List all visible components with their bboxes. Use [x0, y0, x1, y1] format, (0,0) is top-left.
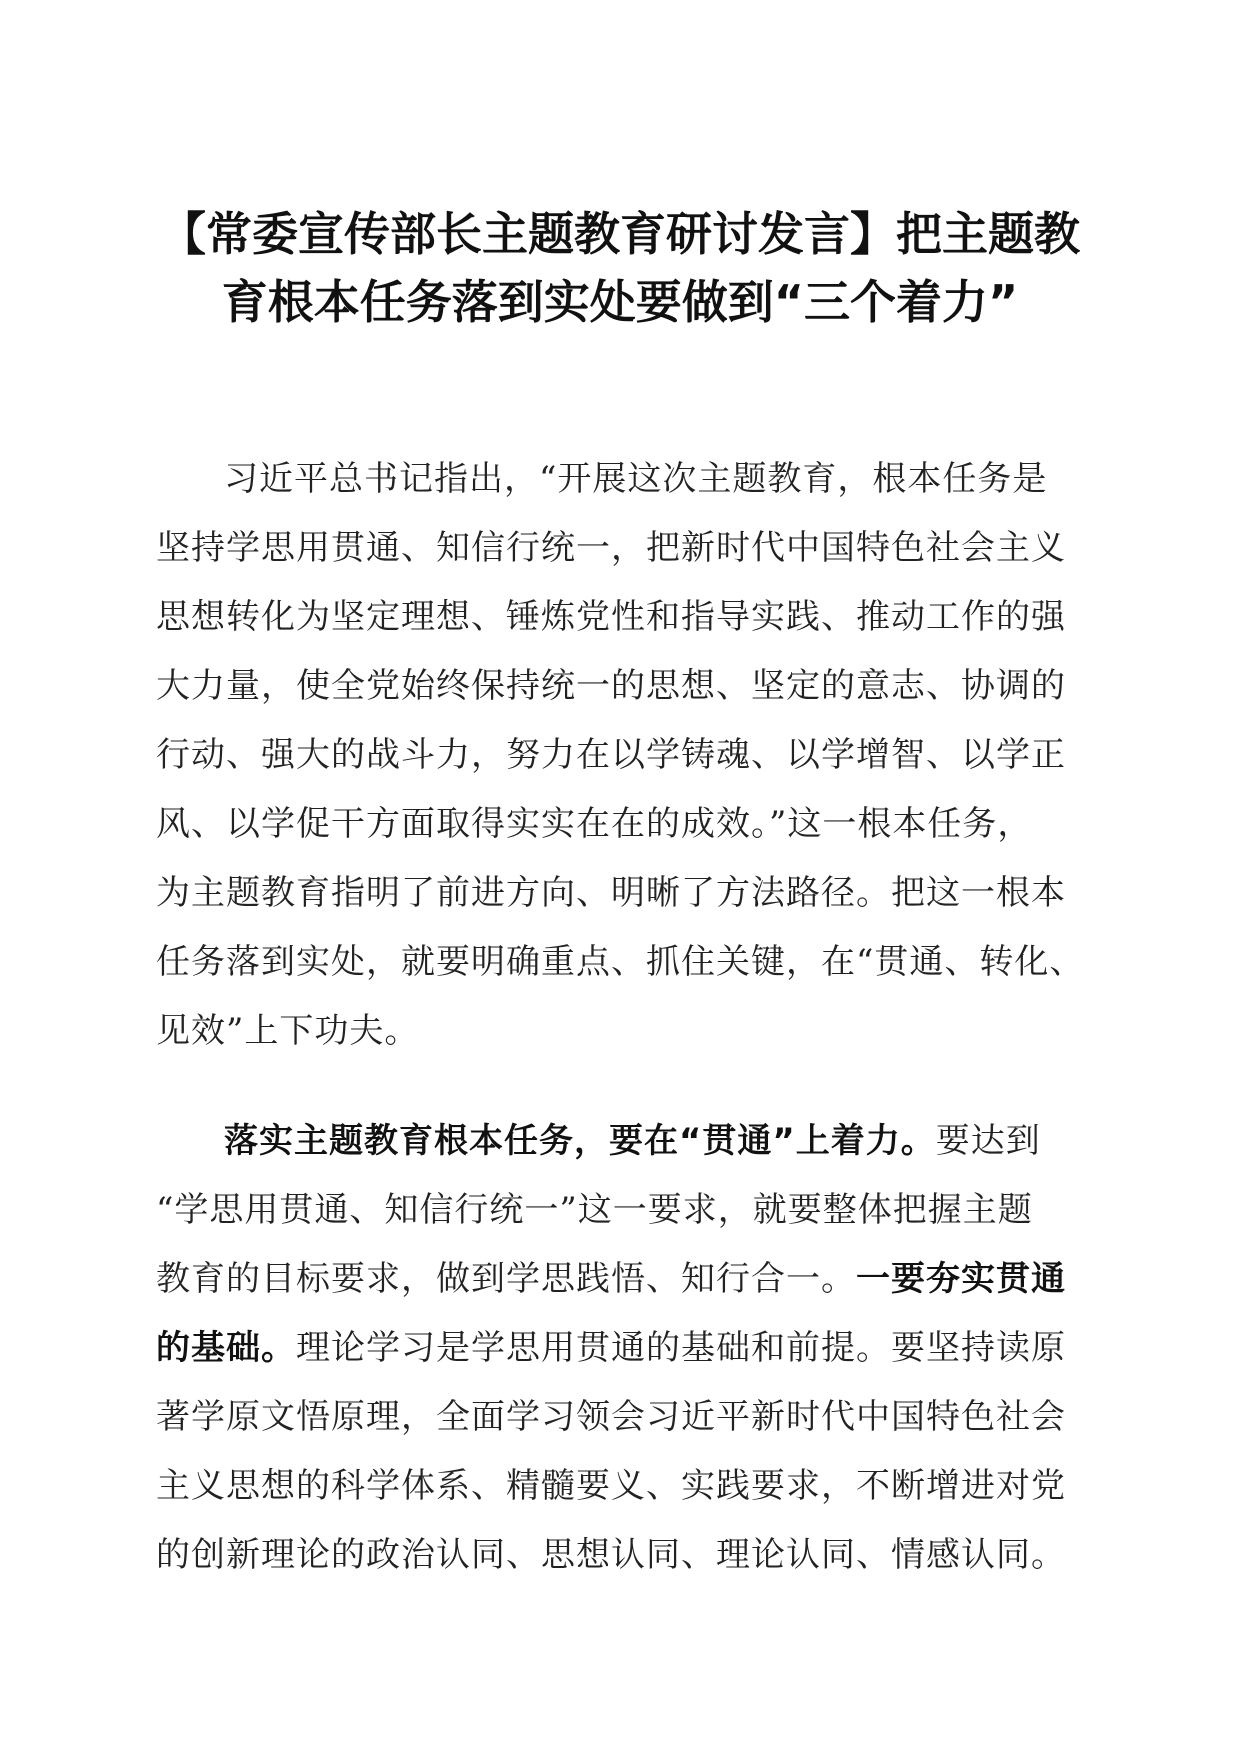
text-line: 著学原文悟原理，全面学习领会习近平新时代中国特色社会: [156, 1397, 1066, 1437]
document-title: [150, 200, 1090, 336]
text-line: [156, 1107, 1086, 1176]
title-line-2: 育根本任务落到实处要做到“三个着力”: [221, 275, 1019, 329]
text-line: 坚持学思用贯通、知信行统一，把新时代中国特色社会主义: [156, 528, 1066, 568]
text-line: 习近平总书记指出，“开展这次主题教育，根本任务是: [224, 459, 1048, 499]
paragraph-intro: [156, 445, 1086, 1066]
subpoint-heading: 一要夯实贯通: [856, 1259, 1066, 1299]
text-line: 任务落到实处，就要明确重点、抓住关键，在“贯通、转化、: [156, 942, 1085, 982]
text-line: [156, 1314, 1086, 1383]
text-line: 为主题教育指明了前进方向、明晰了方法路径。把这一根本: [156, 873, 1066, 913]
section-heading: 落实主题教育根本任务，要在“贯通”上着力。: [224, 1121, 936, 1161]
text-line: “学思用贯通、知信行统一”这一要求，就要整体把握主题: [156, 1190, 1033, 1230]
text-line: 行动、强大的战斗力，努力在以学铸魂、以学增智、以学正: [156, 735, 1066, 775]
title-line-1: 【常委宣传部长主题教育研讨发言】把主题教: [160, 207, 1080, 261]
text-segment: 教育的目标要求，做到学思践悟、知行合一。: [156, 1259, 856, 1299]
text-line: 的创新理论的政治认同、思想认同、理论认同、情感认同。: [156, 1535, 1066, 1575]
text-line: 风、以学促干方面取得实实在在的成效。”这一根本任务，: [156, 804, 1033, 844]
text-line: [156, 1245, 1086, 1314]
text-segment: 要达到: [935, 1121, 1041, 1161]
text-segment: 理论学习是学思用贯通的基础和前提。要坚持读原: [296, 1328, 1066, 1368]
text-line: 见效”上下功夫。: [156, 1011, 420, 1051]
paragraph-section-one: [156, 1107, 1086, 1590]
subpoint-heading: 的基础。: [156, 1328, 296, 1368]
text-line: 思想转化为坚定理想、锤炼党性和指导实践、推动工作的强: [156, 597, 1066, 637]
text-line: 大力量，使全党始终保持统一的思想、坚定的意志、协调的: [156, 666, 1066, 706]
text-line: 主义思想的科学体系、精髓要义、实践要求，不断增进对党: [156, 1466, 1066, 1506]
